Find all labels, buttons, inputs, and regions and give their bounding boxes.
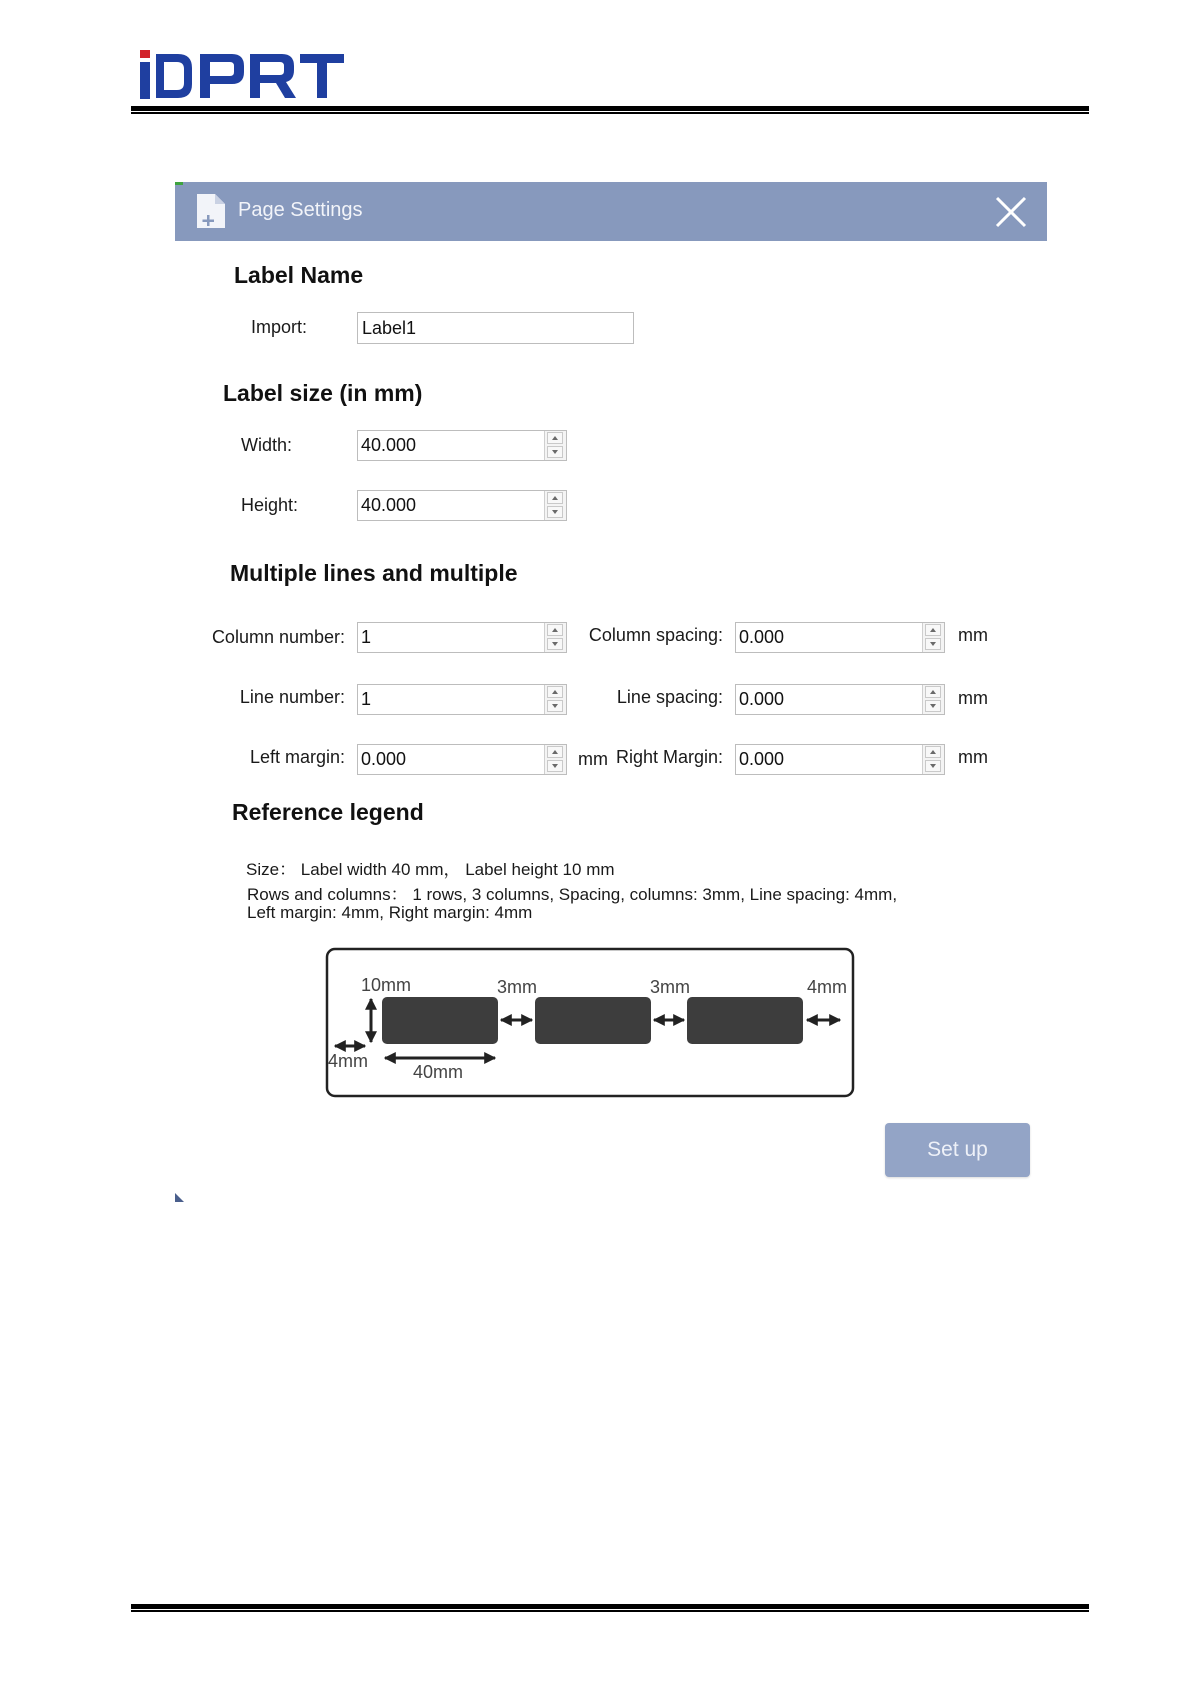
line-number-label: Line number:	[239, 687, 345, 707]
left-margin-label: Left margin:	[249, 747, 345, 767]
idprt-logo	[140, 50, 345, 105]
line-spacing-stepper[interactable]	[735, 684, 945, 715]
spin-up-icon[interactable]	[925, 624, 941, 636]
label-box-1	[382, 997, 498, 1044]
diagram-height-label: 10mm	[361, 975, 412, 995]
width-label: Width:	[240, 435, 292, 455]
line-spacing-input[interactable]	[736, 685, 923, 714]
dialog-title: Page Settings	[238, 199, 363, 221]
width-stepper-buttons	[544, 431, 566, 460]
left-margin-stepper[interactable]	[357, 744, 567, 775]
diagram-gap1-label: 3mm	[497, 977, 537, 997]
height-stepper[interactable]	[357, 490, 567, 521]
dialog-resize-corner	[175, 1193, 184, 1202]
layout-diagram	[325, 947, 855, 1104]
column-spacing-stepper[interactable]	[735, 622, 945, 653]
spin-up-icon[interactable]	[547, 492, 563, 504]
spin-down-icon[interactable]	[925, 638, 941, 650]
footer-rule	[131, 1604, 1089, 1609]
line-number-stepper[interactable]	[357, 684, 567, 715]
spin-down-icon[interactable]	[547, 638, 563, 650]
diagram-width-label: 40mm	[413, 1062, 464, 1082]
width-input[interactable]	[358, 431, 545, 460]
import-label: Import:	[250, 317, 307, 337]
spin-up-icon[interactable]	[547, 746, 563, 758]
column-number-stepper[interactable]	[357, 622, 567, 653]
diagram-right-label: 4mm	[807, 977, 847, 997]
spin-down-icon[interactable]	[547, 760, 563, 772]
right-margin-input[interactable]	[736, 745, 923, 774]
diagram-gap2-label: 3mm	[650, 977, 690, 997]
spin-down-icon[interactable]	[547, 446, 563, 458]
right-margin-stepper[interactable]	[735, 744, 945, 775]
height-label: Height:	[240, 495, 298, 515]
label-name-heading: Label Name	[234, 262, 364, 288]
footer-rule-thin	[131, 1610, 1089, 1612]
column-spacing-input[interactable]	[736, 623, 923, 652]
legend-margin-text: Left margin: 4mm, Right margin: 4mm	[247, 903, 533, 922]
label-name-input[interactable]	[357, 312, 634, 344]
line-spacing-stepper-buttons	[922, 685, 944, 714]
legend-rows-text: Rows and columns： 1 rows, 3 columns, Spacing, columns: 3mm, Line spacing: 4mm,	[247, 885, 898, 904]
setup-button[interactable]: Set up	[885, 1123, 1030, 1177]
close-icon[interactable]	[993, 194, 1029, 230]
spin-down-icon[interactable]	[547, 700, 563, 712]
legend-size-text: Size： Label width 40 mm， Label height 10 mm	[246, 860, 615, 879]
left-margin-unit: mm	[578, 749, 608, 769]
left-margin-stepper-buttons	[544, 745, 566, 774]
diagram-left-label: 4mm	[328, 1051, 368, 1071]
column-spacing-label: Column spacing:	[588, 625, 723, 645]
column-number-input[interactable]	[358, 623, 545, 652]
page-settings-dialog	[175, 182, 1047, 1202]
line-spacing-label: Line spacing:	[616, 687, 723, 707]
spin-down-icon[interactable]	[925, 700, 941, 712]
line-number-stepper-buttons	[544, 685, 566, 714]
titlebar-corner	[175, 182, 183, 185]
line-number-input[interactable]	[358, 685, 545, 714]
height-input[interactable]	[358, 491, 545, 520]
label-size-heading: Label size (in mm)	[223, 380, 423, 406]
new-page-icon	[195, 192, 227, 235]
spin-up-icon[interactable]	[925, 746, 941, 758]
column-number-stepper-buttons	[544, 623, 566, 652]
spin-up-icon[interactable]	[547, 686, 563, 698]
spin-down-icon[interactable]	[925, 760, 941, 772]
width-stepper[interactable]	[357, 430, 567, 461]
header-rule-thin	[131, 112, 1089, 114]
spin-up-icon[interactable]	[547, 624, 563, 636]
right-margin-label: Right Margin:	[615, 747, 723, 767]
spin-up-icon[interactable]	[925, 686, 941, 698]
height-stepper-buttons	[544, 491, 566, 520]
spin-down-icon[interactable]	[547, 506, 563, 518]
spin-up-icon[interactable]	[547, 432, 563, 444]
dialog-titlebar	[175, 182, 1047, 241]
reference-legend-heading: Reference legend	[232, 799, 424, 825]
label-box-2	[535, 997, 651, 1044]
column-number-label: Column number:	[211, 627, 345, 647]
column-spacing-stepper-buttons	[922, 623, 944, 652]
column-spacing-unit: mm	[958, 625, 988, 645]
right-margin-stepper-buttons	[922, 745, 944, 774]
header-rule	[131, 106, 1089, 111]
left-margin-input[interactable]	[358, 745, 545, 774]
right-margin-unit: mm	[958, 747, 988, 767]
multiple-heading: Multiple lines and multiple	[230, 560, 518, 586]
line-spacing-unit: mm	[958, 688, 988, 708]
label-box-3	[687, 997, 803, 1044]
